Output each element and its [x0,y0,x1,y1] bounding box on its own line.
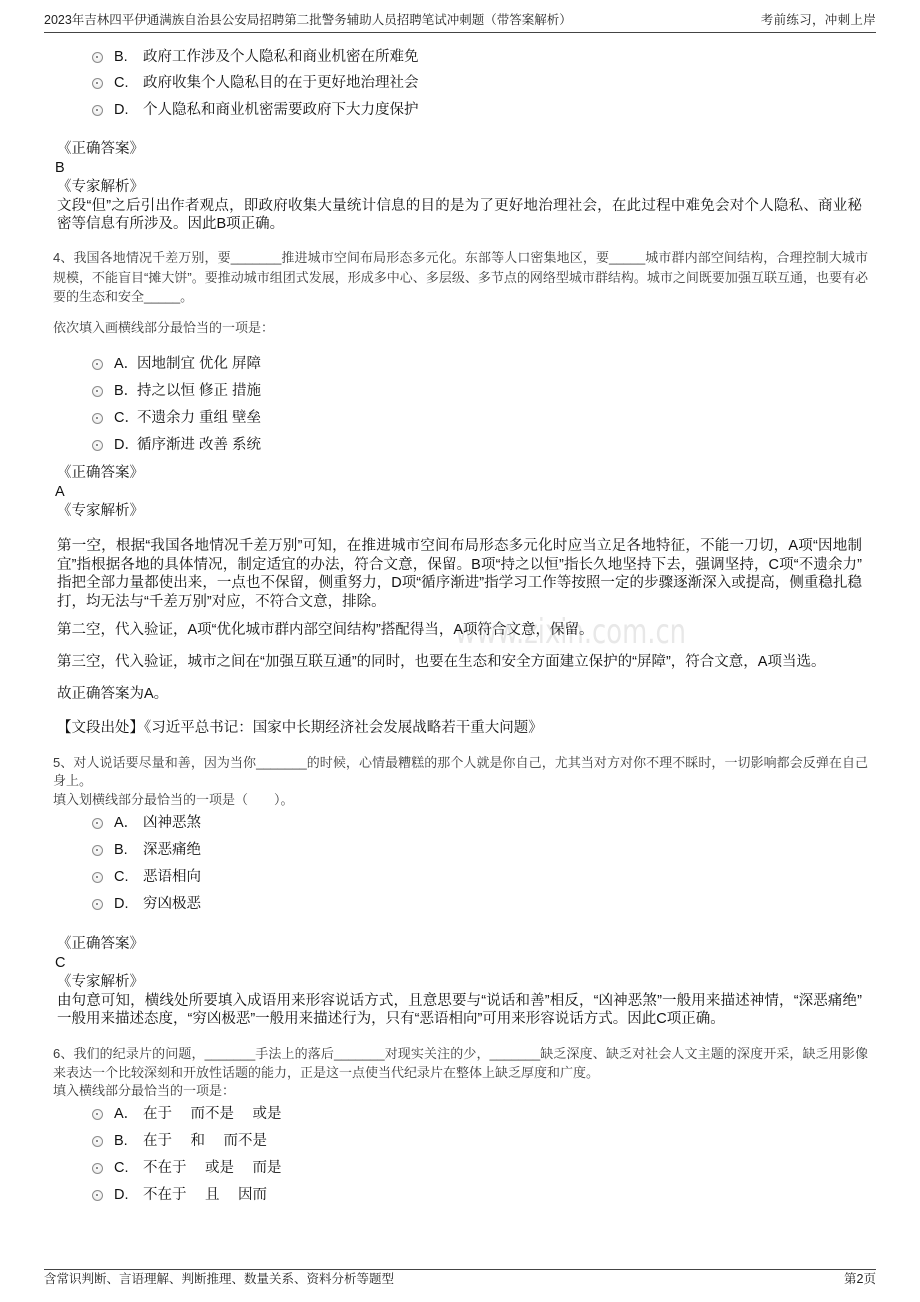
document-title: 2023年吉林四平伊通满族自治县公安局招聘第二批警务辅助人员招聘笔试冲刺题（带答案解析） [44,13,572,27]
option-letter: D. [114,896,129,912]
footer-divider [44,1269,876,1270]
option-letter: C． [114,410,139,426]
option-letter: C. [114,75,129,91]
header-slogan: 考前练习，冲刺上岸 [760,13,876,27]
correct-answer: A [55,484,65,500]
passage-source: 【文段出处】《习近平总书记：国家中长期经济社会发展战略若干重大问题》 [57,720,543,736]
option-text: 深恶痛绝 [143,842,201,858]
question-stem: 6、我们的纪录片的问题，_______手法上的落后_______对现实关注的少，_______缺乏深度、缺乏对社会人文主题的深度开采，缺乏用影像来表达一个比较深刻和开放性话题的能力，正是这一点使当代纪录片在整体上缺乏厚度和广度。 [53,1046,868,1080]
option-row [92,840,201,860]
option-row [92,435,261,455]
option-letter: B. [114,1133,128,1149]
analysis-text: 文段“但”之后引出作者观点，即政府收集大量统计信息的目的是为了更好地治理社会，在此过程中难免会对个人隐私、商业秘密等信息有所涉及。因此B项正确。 [57,198,862,232]
radio-circle-icon [92,386,103,397]
option-row [92,894,201,914]
answer-label: 《正确答案》 [57,936,144,952]
option-row [92,354,261,374]
radio-circle-icon [92,413,103,424]
page-number: 第2页 [844,1272,876,1286]
option-text: 不在于 或是 而是 [143,1160,282,1176]
option-letter: A． [114,815,139,831]
option-row [92,381,261,401]
option-text: 在于 和 而不是 [143,1133,268,1149]
option-letter: B. [114,842,128,858]
radio-circle-icon [92,359,103,370]
option-text: 凶神恶煞 [143,815,201,831]
radio-circle-icon [92,78,103,89]
footer-note: 含常识判断、言语理解、判断推理、数量关系、资料分析等题型 [44,1272,395,1286]
radio-circle-icon [92,1163,103,1174]
radio-circle-icon [92,872,103,883]
option-row [92,1104,282,1124]
option-text: 政府收集个人隐私目的在于更好地治理社会 [143,75,419,91]
option-text: 恶语相向 [143,869,201,885]
question-stem: 4、我国各地情况千差万别，要_______推进城市空间布局形态多元化。东部等人口密集地区，要_____城市群内部空间结构，合理控制大城市规模，不能盲目“摊大饼”。要推动城市组团式发展，形成多中心、多层级、多节点的网络型城市群结构。城市之间既要加强互联互通，也要有必要的生态和安全_____。 [53,250,868,304]
option-letter: A． [114,356,139,372]
option-row [92,1131,267,1151]
option-row [92,73,419,93]
radio-circle-icon [92,899,103,910]
option-text: 在于 而不是 或是 [143,1106,282,1122]
watermark: www.zixin.com.cn [455,612,687,652]
correct-answer: B [55,160,65,176]
analysis-paragraph: 第三空，代入验证，城市之间在“加强互联互通”的同时，也要在生态和安全方面建立保护的“屏障”，符合文意，A项当选。 [57,654,826,670]
option-letter: B． [114,383,139,399]
option-row [92,1158,282,1178]
option-row [92,408,261,428]
option-text: 不在于 且 因而 [143,1187,268,1203]
option-row [92,1185,267,1205]
analysis-paragraph: 第二空，代入验证，A项“优化城市群内部空间结构”搭配得当，A项符合文意，保留。 [57,622,594,638]
analysis-label: 《专家解析》 [57,503,144,519]
radio-circle-icon [92,1136,103,1147]
question-stem: 5、对人说话要尽量和善，因为当你_______的时候，心情最糟糕的那个人就是你自己，尤其当对方对你不理不睬时，一切影响都会反弹在自己身上。 [53,755,868,788]
option-row [92,867,201,887]
answer-block [57,935,862,1028]
option-letter: B. [114,49,128,65]
option-letter: D. [114,1187,129,1203]
analysis-text: 由句意可知，横线处所要填入成语用来形容说话方式，且意思要与“说话和善”相反，“凶神恶煞”一般用来描述神情，“深恶痛绝”一般用来描述态度，“穷凶极恶”一般用来描述行为，只有“恶语相向”可用来形容说话方式。因此C项正确。 [57,993,862,1027]
radio-circle-icon [92,1109,103,1120]
answer-block [57,464,862,521]
option-letter: C. [114,869,129,885]
answer-label: 《正确答案》 [57,465,144,481]
correct-answer: C [55,955,66,971]
question-prompt: 依次填入画横线部分最恰当的一项是： [53,320,275,335]
option-text: 不遗余力 重组 壁垒 [137,410,262,426]
header-divider [44,32,876,33]
option-letter: D. [114,102,129,118]
option-letter: A． [114,1106,139,1122]
answer-label: 《正确答案》 [57,141,144,157]
question-prompt: 填入横线部分最恰当的一项是： [53,1083,236,1098]
radio-circle-icon [92,105,103,116]
option-text: 个人隐私和商业机密需要政府下大力度保护 [143,102,419,118]
option-row [92,47,419,67]
analysis-conclusion: 故正确答案为A。 [57,686,169,702]
radio-circle-icon [92,1190,103,1201]
radio-circle-icon [92,818,103,829]
option-row [92,813,201,833]
option-text: 循序渐进 改善 系统 [137,437,262,453]
radio-circle-icon [92,440,103,451]
option-letter: C. [114,1160,129,1176]
radio-circle-icon [92,52,103,63]
option-text: 持之以恒 修正 措施 [137,383,262,399]
radio-circle-icon [92,845,103,856]
analysis-label: 《专家解析》 [57,974,144,990]
option-text: 因地制宜 优化 屏障 [137,356,262,372]
analysis-paragraph: 第一空，根据“我国各地情况千差万别”可知，在推进城市空间布局形态多元化时应当立足各地特征，不能一刀切，A项“因地制宜”指根据各地的具体情况，制定适宜的办法，符合文意，保留。B项“持之以恒”指长久地坚持下去，强调坚持，C项“不遗余力”指把全部力量都使出来，一点也不保留，侧重努力，D项“循序渐进”指学习工作等按照一定的步骤逐渐深入或提高，侧重稳扎稳打，均无法与“千差万别”对应，不符合文意，排除。 [57,538,862,610]
option-row [92,100,419,120]
option-text: 政府工作涉及个人隐私和商业机密在所难免 [143,49,419,65]
question-prompt: 填入划横线部分最恰当的一项是（ ）。 [53,792,294,807]
option-letter: D． [114,437,139,453]
option-text: 穷凶极恶 [143,896,201,912]
answer-block [57,140,862,233]
analysis-label: 《专家解析》 [57,179,144,195]
